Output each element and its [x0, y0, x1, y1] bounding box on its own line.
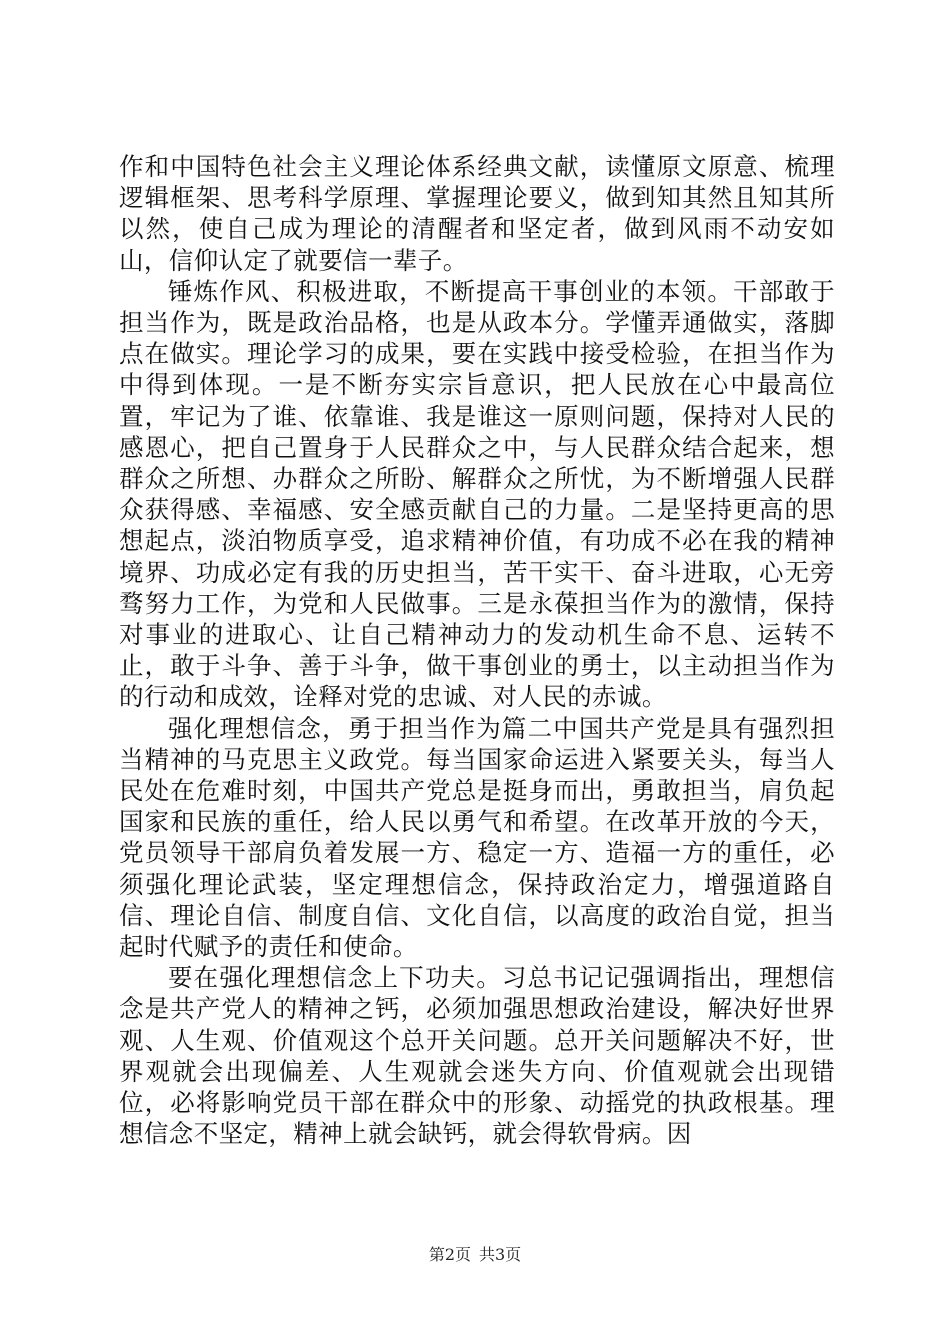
paragraph-3: 强化理想信念，勇于担当作为篇二中国共产党是具有强烈担当精神的马克思主义政党。每当国家命运进入紧要关头，每当人民处在危难时刻，中国共产党总是挺身而出，勇敢担当，肩负起国家和民族的重任，给人民以勇气和希望。在改革开放的今天，党员领导干部肩负着发展一方、稳定一方、造福一方的重任，必须强化理论武装，坚定理想信念，保持政治定力，增强道路自信、理论自信、制度自信、文化自信，以高度的政治自觉，担当起时代赋予的责任和使命。: [119, 713, 835, 962]
paragraph-1: 作和中国特色社会主义理论体系经典文献，读懂原文原意、梳理逻辑框架、思考科学原理、掌握理论要义，做到知其然且知其所以然，使自己成为理论的清醒者和坚定者，做到风雨不动安如山，信仰认定了就要信一辈子。: [119, 152, 835, 275]
page-footer: [0, 1245, 950, 1265]
page-number-current: 第2页: [428, 1245, 471, 1264]
paragraph-2: 锤炼作风、积极进取，不断提高干事创业的本领。干部敢于担当作为，既是政治品格，也是从政本分。学懂弄通做实，落脚点在做实。理论学习的成果，要在实践中接受检验，在担当作为中得到体现。一是不断夯实宗旨意识，把人民放在心中最高位置，牢记为了谁、依靠谁、我是谁这一原则问题，保持对人民的感恩心，把自己置身于人民群众之中，与人民群众结合起来，想群众之所想、办群众之所盼、解群众之所忧，为不断增强人民群众获得感、幸福感、安全感贡献自己的力量。二是坚持更高的思想起点，淡泊物质享受，追求精神价值，有功成不必在我的精神境界、功成必定有我的历史担当，苦干实干、奋斗进取，心无旁骛努力工作，为党和人民做事。三是永葆担当作为的激情，保持对事业的进取心、让自己精神动力的发动机生命不息、运转不止，敢于斗争、善于斗争，做干事创业的勇士，以主动担当作为的行动和成效，诠释对党的忠诚、对人民的赤诚。: [119, 276, 835, 712]
document-body: [119, 151, 835, 1150]
paragraph-4: 要在强化理想信念上下功夫。习总书记记强调指出，理想信念是共产党人的精神之钙，必须加强思想政治建设，解决好世界观、人生观、价值观这个总开关问题。总开关问题解决不好，世界观就会出现偏差、人生观就会迷失方向、价值观就会出现错位，必将影响党员干部在群众中的形象、动摇党的执政根基。理想信念不坚定，精神上就会缺钙，就会得软骨病。因: [119, 963, 835, 1149]
page-number-total: 共3页: [479, 1245, 522, 1264]
